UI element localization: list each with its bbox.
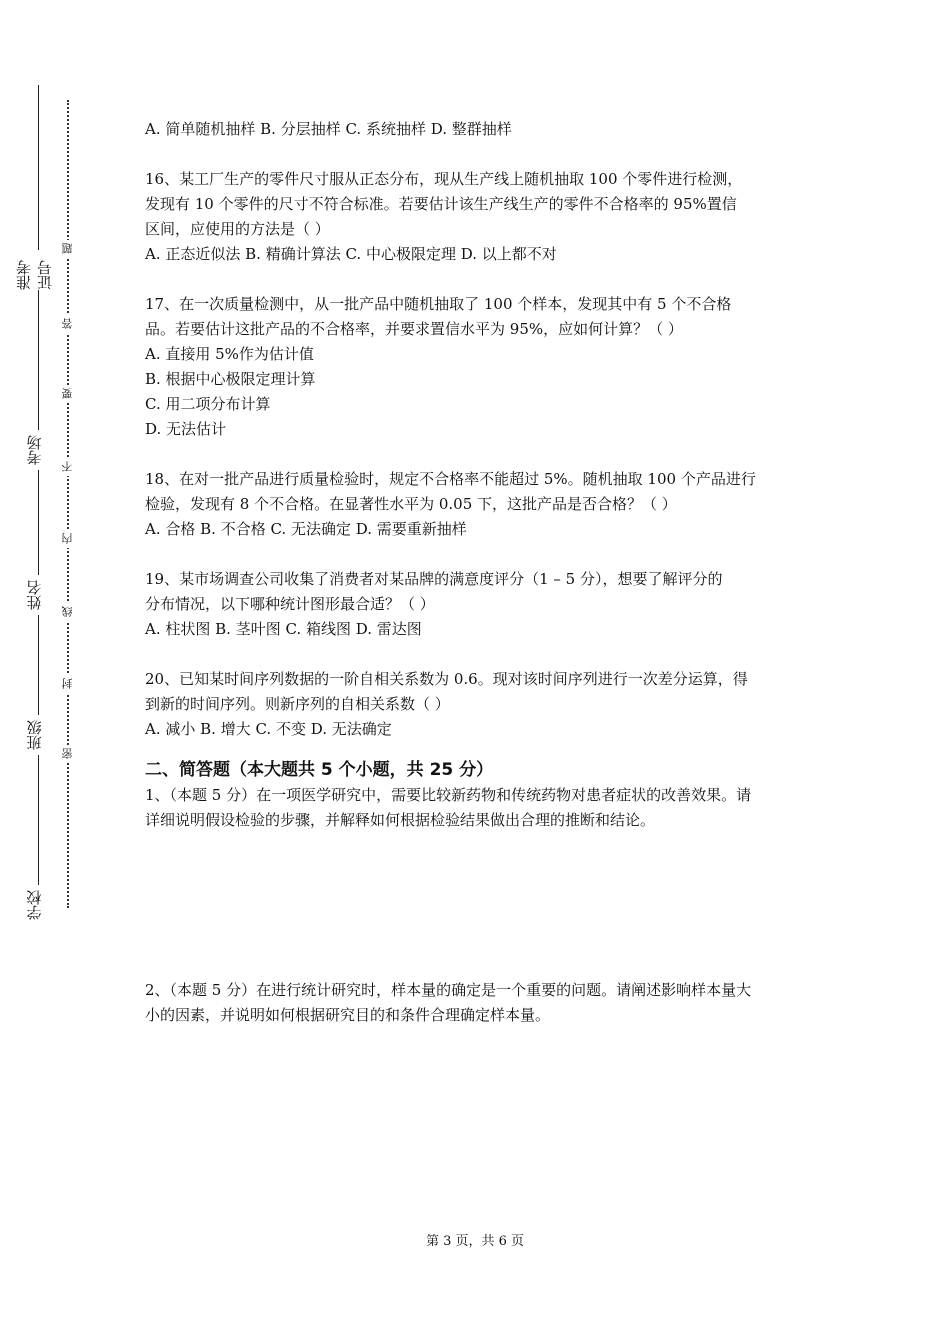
- label-name: 姓名: [14, 575, 54, 615]
- seal-char: 不: [59, 458, 77, 476]
- seal-char: 密: [59, 745, 77, 763]
- label-exam-room: 考场: [14, 430, 54, 470]
- short-answer-2: [145, 978, 810, 1028]
- answer-space: [145, 833, 810, 978]
- question-text: 检验，发现有 8 个不合格。在显著性水平为 0.05 下，这批产品是否合格？（ ）: [145, 495, 677, 513]
- question-16: [145, 167, 810, 267]
- option-line: A. 柱状图 B. 茎叶图 C. 箱线图 D. 雷达图: [145, 620, 422, 638]
- label-exam-number: 准考证号: [14, 250, 54, 290]
- section-title: 二、简答题（本大题共 5 个小题，共 25 分）: [145, 760, 494, 780]
- question-text: 品。若要估计这批产品的不合格率，并要求置信水平为 95%，应如何计算？（ ）: [145, 320, 683, 338]
- seal-dotted-line: [67, 100, 69, 908]
- option-a: A. 直接用 5%作为估计值: [145, 345, 314, 363]
- question-text: 发现有 10 个零件的尺寸不符合标准。若要估计该生产线生产的零件不合格率的 95%置信: [145, 195, 737, 213]
- question-17: [145, 292, 810, 442]
- exam-content: [145, 117, 810, 1028]
- page-footer: 第 3 页，共 6 页: [425, 1234, 525, 1249]
- option-b: B. 根据中心极限定理计算: [145, 370, 316, 388]
- option-line: A. 正态近似法 B. 精确计算法 C. 中心极限定理 D. 以上都不对: [145, 245, 557, 263]
- question-text: 详细说明假设检验的步骤，并解释如何根据检验结果做出合理的推断和结论。: [145, 811, 656, 829]
- question-text: 区间，应使用的方法是（ ）: [145, 220, 330, 238]
- question-text: 19、某市场调查公司收集了消费者对某品牌的满意度评分（1 – 5 分），想要了解评分的: [145, 570, 723, 588]
- short-answer-1: [145, 783, 810, 833]
- seal-char: 内: [59, 530, 77, 548]
- question-15-options: [145, 117, 810, 142]
- seal-char: 答: [59, 315, 77, 333]
- question-18: [145, 467, 810, 542]
- seal-char: 要: [59, 385, 77, 403]
- question-text: 2、（本题 5 分）在进行统计研究时，样本量的确定是一个重要的问题。请阐述影响样本量大: [145, 981, 752, 999]
- label-school: 学校: [14, 885, 54, 925]
- option-line: A. 简单随机抽样 B. 分层抽样 C. 系统抽样 D. 整群抽样: [145, 120, 512, 138]
- label-class: 班级: [14, 715, 54, 755]
- option-d: D. 无法估计: [145, 420, 227, 438]
- question-text: 1、（本题 5 分）在一项医学研究中，需要比较新药物和传统药物对患者症状的改善效果。请: [145, 786, 752, 804]
- question-text: 18、在对一批产品进行质量检验时，规定不合格率不能超过 5%。随机抽取 100 个产品进行: [145, 470, 756, 488]
- seal-char: 题: [59, 240, 77, 258]
- question-20: [145, 667, 810, 742]
- question-text: 小的因素，并说明如何根据研究目的和条件合理确定样本量。: [145, 1006, 551, 1024]
- seal-char: 线: [59, 603, 77, 621]
- question-text: 16、某工厂生产的零件尺寸服从正态分布，现从生产线上随机抽取 100 个零件进行检测，: [145, 170, 743, 188]
- question-text: 分布情况，以下哪种统计图形最合适？（ ）: [145, 595, 435, 613]
- option-line: A. 合格 B. 不合格 C. 无法确定 D. 需要重新抽样: [145, 520, 467, 538]
- seal-char: 封: [59, 675, 77, 693]
- margin-solid-line: [38, 85, 39, 905]
- option-c: C. 用二项分布计算: [145, 395, 271, 413]
- question-text: 到新的时间序列。则新序列的自相关系数（ ）: [145, 695, 450, 713]
- question-text: 17、在一次质量检测中，从一批产品中随机抽取了 100 个样本，发现其中有 5 个不合格: [145, 295, 732, 313]
- question-text: 20、已知某时间序列数据的一阶自相关系数为 0.6。现对该时间序列进行一次差分运算，得: [145, 670, 748, 688]
- option-line: A. 减小 B. 增大 C. 不变 D. 无法确定: [145, 720, 392, 738]
- question-19: [145, 567, 810, 642]
